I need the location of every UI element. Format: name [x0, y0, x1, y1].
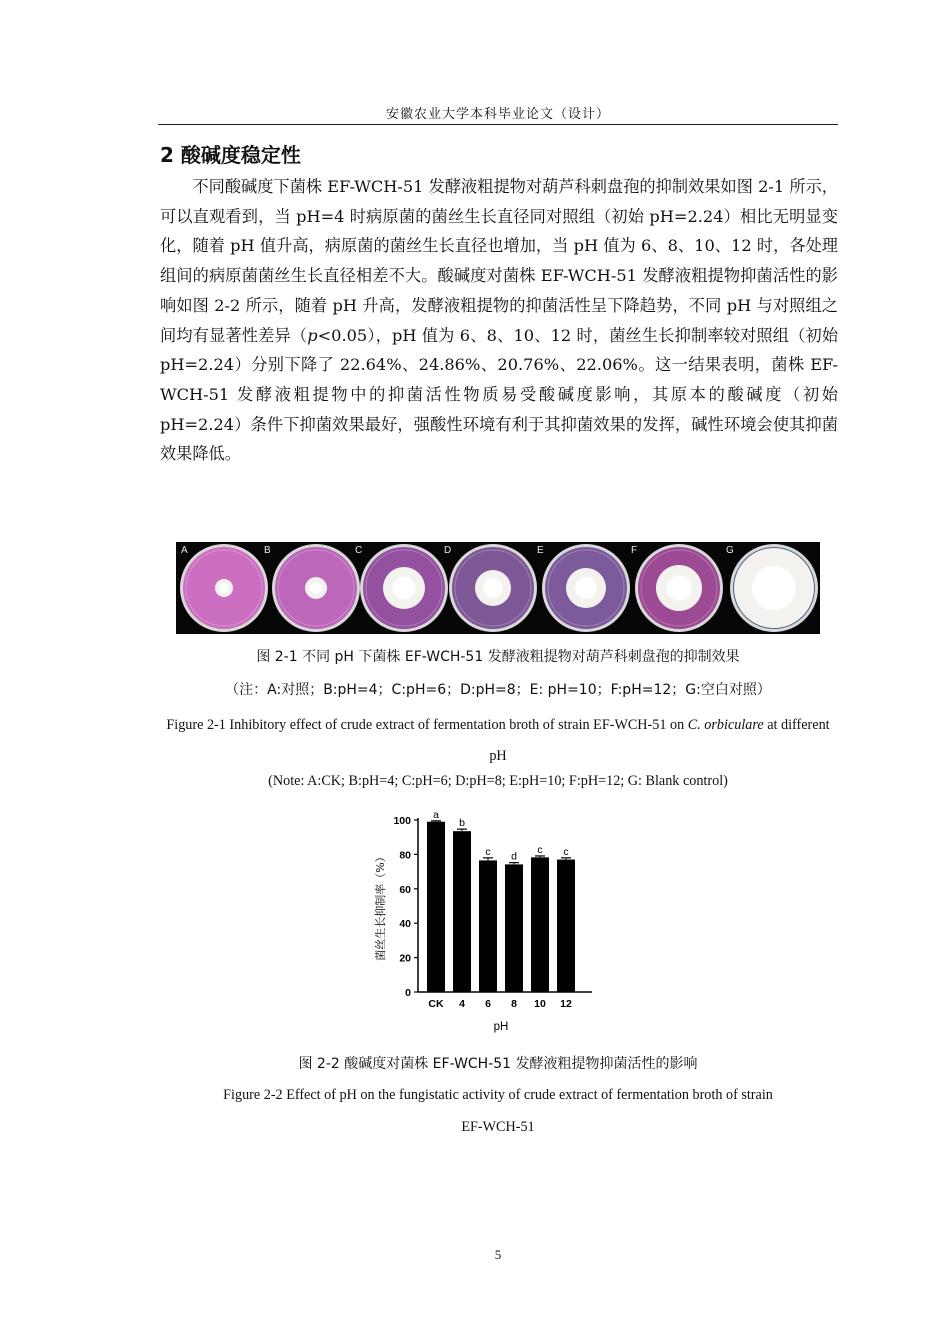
petri-dish-svg	[176, 542, 820, 634]
bar	[531, 857, 549, 992]
y-tick-label: 40	[399, 918, 411, 931]
x-axis-title: pH	[493, 1021, 509, 1033]
y-tick-label: 20	[399, 952, 411, 965]
x-tick-label: 12	[560, 998, 572, 1010]
plate-label-a: A	[181, 545, 188, 556]
y-tick-label: 100	[393, 815, 411, 827]
y-axis-title: 菌丝生长抑制率（%）	[374, 851, 387, 961]
significance-letter: a	[433, 808, 439, 821]
significance-letter: c	[485, 845, 491, 858]
plate-label-g: G	[726, 545, 734, 556]
x-tick-label: CK	[428, 998, 444, 1010]
figure1-note-en: (Note: A:CK; B:pH=4; C:pH=6; D:pH=8; E:pH=10; F:pH=12; G: Blank control)	[268, 773, 728, 789]
plate-label-c: C	[355, 545, 363, 556]
bar	[453, 831, 471, 992]
y-tick-label: 60	[399, 883, 411, 896]
petri-dish-c	[360, 544, 448, 632]
page-number: 5	[494, 1247, 502, 1262]
body-text-part-2: <0.05），pH 值为 6、8、10、12 时，菌丝生长抑制率较对照组（初始 pH=2.24）分别下降了 22.64%、24.86%、20.76%、22.06%。这一结果表明，菌株 EF-WCH-51 发酵液粗提物中的抑菌活性物质易受酸碱度影响，其原本的酸碱度（初始 pH=2.24）条件下抑菌效果最好，强酸性环境有利于其抑菌效果的发挥，碱性环境会使其抑菌效果降低。	[160, 325, 839, 464]
petri-dish-e	[542, 544, 630, 632]
significance-letter: c	[563, 845, 569, 858]
petri-dish-d	[449, 544, 537, 632]
bar	[505, 864, 523, 992]
petri-dish-b	[272, 544, 363, 632]
page-header: 安徽农业大学本科毕业论文（设计）	[385, 107, 610, 122]
figure1-caption-en-tail: at different pH	[489, 717, 830, 764]
figure1-caption-en	[160, 710, 836, 772]
petri-dish-photo	[176, 542, 820, 634]
plate-label-f: F	[631, 545, 638, 556]
bar	[479, 860, 497, 992]
inhibition-bar-chart	[360, 800, 600, 1040]
figure1-caption-en-main: Figure 2-1 Inhibitory effect of crude extract of fermentation broth of strain EF-WCH-51 on	[166, 717, 688, 733]
petri-dish-f	[635, 544, 723, 632]
plate-label-b: B	[264, 545, 271, 556]
figure1-caption-cn: 图 2-1 不同 pH 下菌株 EF-WCH-51 发酵液粗提物对葫芦科刺盘孢的抑制效果	[256, 649, 740, 665]
x-tick-label: 10	[534, 998, 546, 1010]
x-tick-label: 4	[459, 998, 465, 1010]
y-tick-label: 80	[399, 849, 411, 862]
significance-letter: b	[459, 817, 465, 830]
bar	[557, 860, 575, 992]
significance-letter: c	[537, 843, 543, 856]
y-tick-label: 0	[405, 987, 411, 999]
figure2-caption-en-line1: Figure 2-2 Effect of pH on the fungistatic activity of crude extract of fermentation broth of strain	[223, 1087, 773, 1103]
section-title: 2 酸碱度稳定性	[160, 143, 301, 167]
body-text-part-1: 不同酸碱度下菌株 EF-WCH-51 发酵液粗提物对葫芦科刺盘孢的抑制效果如图 2-1 所示，可以直观看到，当 pH=4 时病原菌的菌丝生长直径同对照组（初始 pH=2.24）相比无明显变化，随着 pH 值升高，病原菌的菌丝生长直径也增加，当 pH 值为 6、8、10、12 时，各处理组间的病原菌菌丝生长直径相差不大。酸碱度对菌株 EF-WCH-51 发酵液粗提物抑菌活性的影响如图 2-2 所示，随着 pH 升高，发酵液粗提物的抑菌活性呈下降趋势，不同 pH 与对照组之间均有显著性差异（	[160, 177, 838, 345]
header-rule	[158, 124, 838, 125]
figure2-caption-cn: 图 2-2 酸碱度对菌株 EF-WCH-51 发酵液粗提物抑菌活性的影响	[298, 1056, 698, 1072]
figure2-caption-en-line2: EF-WCH-51	[461, 1119, 535, 1135]
x-tick-label: 8	[511, 998, 517, 1010]
body-text	[160, 172, 838, 469]
significance-letter: d	[511, 850, 517, 863]
plate-label-d: D	[444, 545, 452, 556]
x-tick-label: 6	[485, 998, 491, 1010]
p-value-symbol: p	[307, 325, 318, 345]
figure1-note-cn: （注：A:对照；B:pH=4；C:pH=6；D:pH=8；E: pH=10；F:pH=12；G:空白对照）	[225, 682, 771, 698]
plate-label-e: E	[537, 545, 544, 556]
bar	[427, 822, 445, 992]
figure1-caption-en-species: C. orbiculare	[687, 717, 764, 733]
petri-dish-a	[180, 544, 268, 632]
petri-dish-g	[730, 544, 818, 632]
body-paragraph	[160, 172, 838, 469]
